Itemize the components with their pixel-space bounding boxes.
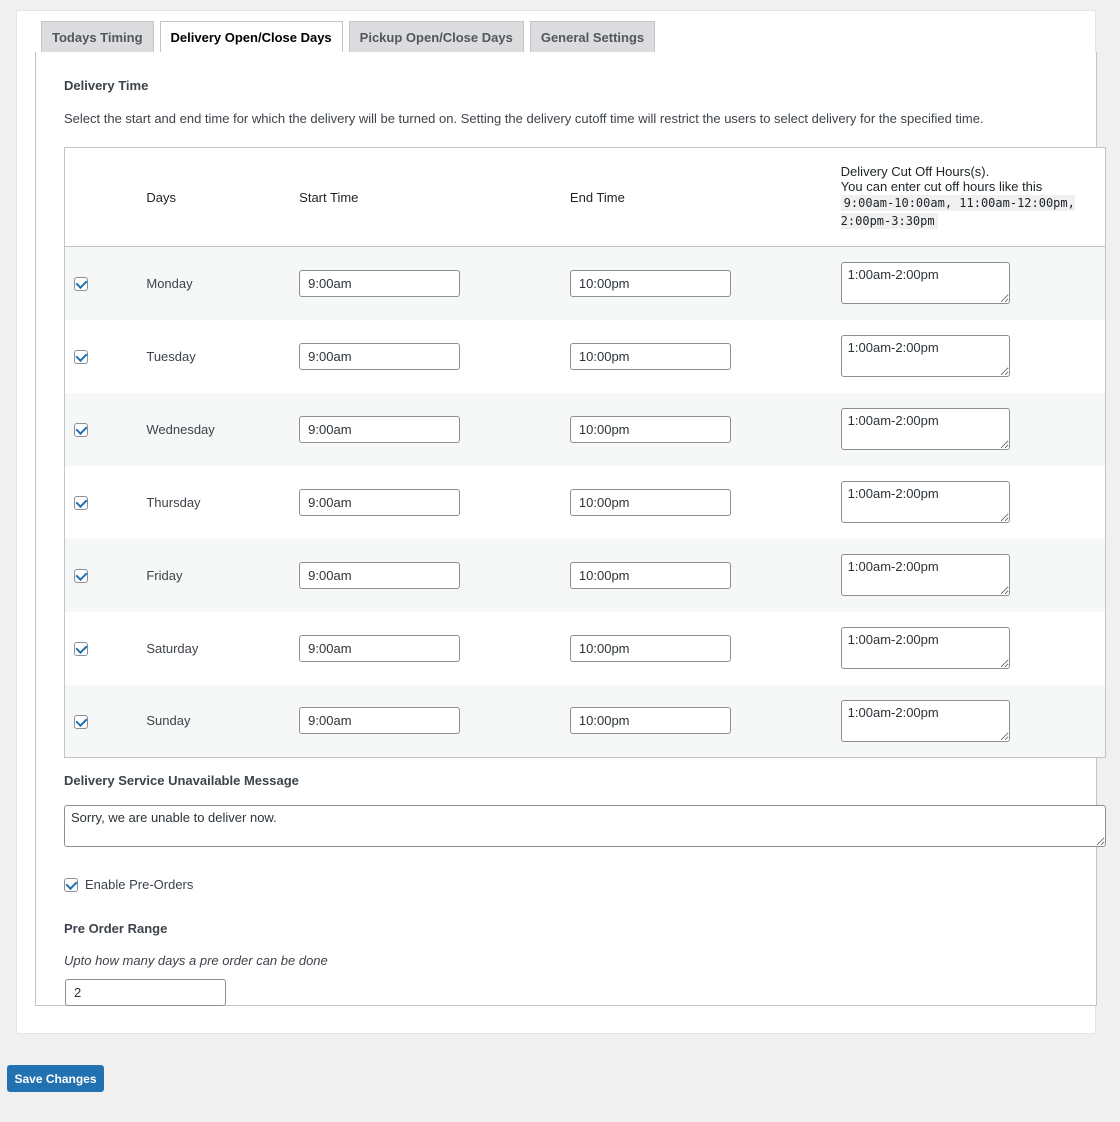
start-time-input[interactable] <box>299 343 460 370</box>
cutoff-hours-textarea[interactable] <box>841 627 1010 669</box>
end-time-cell <box>569 247 840 320</box>
cutoff-hours-textarea[interactable] <box>841 408 1010 450</box>
cutoff-cell <box>840 685 1106 758</box>
table-row <box>65 685 1106 758</box>
header-days: Days <box>146 189 176 205</box>
end-time-input[interactable] <box>570 562 731 589</box>
unavailable-message-title: Delivery Service Unavailable Message <box>64 773 299 788</box>
unavailable-message-textarea[interactable] <box>64 805 1106 847</box>
header-start-time: Start Time <box>299 189 359 205</box>
cutoff-hours-textarea[interactable] <box>841 481 1010 523</box>
end-time-cell <box>569 612 840 685</box>
day-enabled-checkbox[interactable] <box>74 423 88 437</box>
start-time-cell <box>298 612 569 685</box>
end-time-cell <box>569 320 840 393</box>
day-checkbox-cell <box>65 393 146 466</box>
start-time-cell <box>298 393 569 466</box>
enable-preorders-label: Enable Pre-Orders <box>85 877 194 892</box>
header-end-time: End Time <box>569 189 625 205</box>
table-row <box>65 247 1106 320</box>
day-checkbox-cell <box>65 539 146 612</box>
table-row <box>65 393 1106 466</box>
start-time-input[interactable] <box>299 416 460 443</box>
start-time-input[interactable] <box>299 270 460 297</box>
header-cutoff-title: Delivery Cut Off Hours(s). <box>840 164 990 179</box>
day-enabled-checkbox[interactable] <box>74 642 88 656</box>
table-row <box>65 466 1106 539</box>
cutoff-hours-textarea[interactable] <box>841 700 1010 742</box>
day-enabled-checkbox[interactable] <box>74 569 88 583</box>
day-name: Thursday <box>146 494 201 510</box>
header-cutoff-hint: You can enter cut off hours like this <box>840 179 1043 194</box>
day-checkbox-cell <box>65 247 146 320</box>
day-checkbox-cell <box>65 466 146 539</box>
cutoff-hours-textarea[interactable] <box>841 335 1010 377</box>
end-time-cell <box>569 393 840 466</box>
start-time-input[interactable] <box>299 562 460 589</box>
cutoff-hours-textarea[interactable] <box>841 262 1010 304</box>
delivery-days-rows <box>65 247 1106 758</box>
table-row <box>65 539 1106 612</box>
end-time-input[interactable] <box>570 270 731 297</box>
end-time-input[interactable] <box>570 416 731 443</box>
start-time-input[interactable] <box>299 707 460 734</box>
cutoff-example: 9:00am-10:00am, 11:00am-12:00pm, 2:00pm-3:30pm <box>840 196 1075 228</box>
tab-panel <box>35 52 1097 1006</box>
header-select <box>65 148 146 247</box>
day-name: Friday <box>146 567 183 583</box>
day-name: Saturday <box>146 640 199 656</box>
day-enabled-checkbox[interactable] <box>74 350 88 364</box>
day-enabled-checkbox[interactable] <box>74 496 88 510</box>
start-time-cell <box>298 320 569 393</box>
tab-bar <box>41 21 661 53</box>
delivery-time-description: Select the start and end time for which the delivery will be turned on. Setting the delivery cutoff time will restrict the users to select delivery for the specified time. <box>64 111 984 126</box>
cutoff-hours-textarea[interactable] <box>841 554 1010 596</box>
day-checkbox-cell <box>65 320 146 393</box>
pre-order-range-input[interactable] <box>65 979 226 1006</box>
table-row <box>65 320 1106 393</box>
cutoff-cell <box>840 466 1106 539</box>
end-time-input[interactable] <box>570 343 731 370</box>
start-time-cell <box>298 247 569 320</box>
start-time-cell <box>298 466 569 539</box>
settings-card <box>16 10 1096 1034</box>
day-enabled-checkbox[interactable] <box>74 277 88 291</box>
end-time-input[interactable] <box>570 489 731 516</box>
tab-delivery-open-close-days[interactable]: Delivery Open/Close Days <box>160 21 343 54</box>
header-cutoff <box>840 148 1106 247</box>
start-time-input[interactable] <box>299 635 460 662</box>
cutoff-cell <box>840 393 1106 466</box>
delivery-time-title: Delivery Time <box>64 78 149 93</box>
start-time-cell <box>298 539 569 612</box>
cutoff-cell <box>840 612 1106 685</box>
end-time-input[interactable] <box>570 707 731 734</box>
table-row <box>65 612 1106 685</box>
cutoff-cell <box>840 247 1106 320</box>
tab-pickup-open-close-days[interactable]: Pickup Open/Close Days <box>349 21 524 52</box>
end-time-cell <box>569 539 840 612</box>
day-name: Monday <box>146 275 193 291</box>
save-changes-button[interactable]: Save Changes <box>7 1065 104 1092</box>
day-name: Sunday <box>146 713 191 729</box>
day-name: Tuesday <box>146 348 196 364</box>
delivery-days-table <box>64 147 1106 758</box>
day-checkbox-cell <box>65 685 146 758</box>
cutoff-cell <box>840 539 1106 612</box>
day-name: Wednesday <box>146 421 215 437</box>
enable-preorders-row <box>64 877 193 892</box>
end-time-input[interactable] <box>570 635 731 662</box>
start-time-input[interactable] <box>299 489 460 516</box>
start-time-cell <box>298 685 569 758</box>
tab-todays-timing[interactable]: Todays Timing <box>41 21 154 52</box>
pre-order-range-description: Upto how many days a pre order can be done <box>64 953 328 968</box>
enable-preorders-checkbox[interactable] <box>64 878 78 892</box>
table-header-row <box>65 148 1106 247</box>
end-time-cell <box>569 466 840 539</box>
day-checkbox-cell <box>65 612 146 685</box>
tab-general-settings[interactable]: General Settings <box>530 21 655 52</box>
end-time-cell <box>569 685 840 758</box>
cutoff-cell <box>840 320 1106 393</box>
day-enabled-checkbox[interactable] <box>74 715 88 729</box>
pre-order-range-title: Pre Order Range <box>64 921 168 936</box>
